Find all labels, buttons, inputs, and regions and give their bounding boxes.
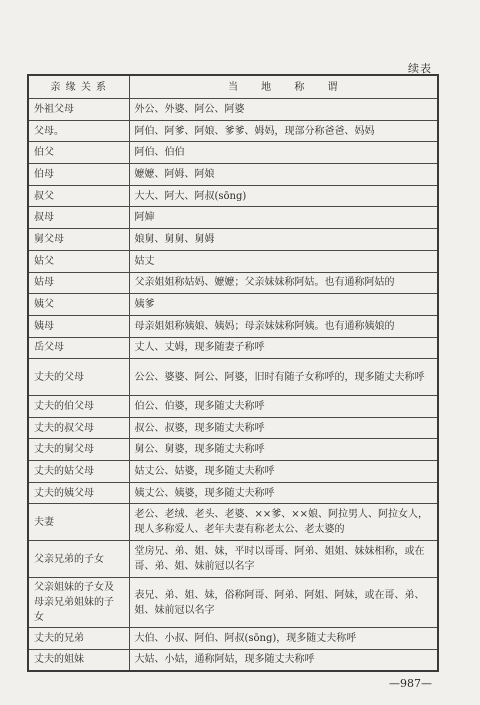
table-row — [28, 207, 438, 229]
relation-cell: 岳父母 — [28, 337, 129, 359]
relation-cell: 丈夫的叔父母 — [28, 417, 129, 439]
table-row — [28, 396, 438, 418]
page-number: —987— — [389, 677, 432, 690]
relation-cell: 父亲兄弟的子女 — [28, 541, 129, 578]
relation-cell: 丈夫的伯父母 — [28, 396, 129, 418]
local-term-cell: 表兄、弟、姐、妹，俗称阿哥、阿弟、阿姐、阿妹，或在哥、弟、姐、妹前冠以名字 — [129, 578, 438, 628]
table-row — [28, 359, 438, 396]
relation-cell: 姑母 — [28, 272, 129, 294]
local-term-cell: 丈人、丈姆，现多随妻子称呼 — [129, 337, 438, 359]
local-term-cell: 堂房兄、弟、姐、妹，平时以哥哥、阿弟、姐姐、妹妹相称，或在哥、弟、姐、妹前冠以名字 — [129, 541, 438, 578]
table-header-row — [28, 75, 438, 99]
table-row — [28, 164, 438, 186]
relation-cell: 丈夫的姐妹 — [28, 649, 129, 671]
relation-cell: 丈夫的舅父母 — [28, 439, 129, 461]
relation-cell: 丈夫的姨父母 — [28, 482, 129, 504]
table-row — [28, 578, 438, 628]
local-term-cell: 阿伯、阿爹、阿娘、爹爹、姆妈，现部分称爸爸、妈妈 — [129, 120, 438, 142]
table-row — [28, 99, 438, 121]
local-term-cell: 大大、阿大、阿叔(sōng) — [129, 185, 438, 207]
relation-cell: 夫妻 — [28, 504, 129, 541]
relation-cell: 父亲姐妹的子女及母亲兄弟姐妹的子女 — [28, 578, 129, 628]
relation-cell: 伯母 — [28, 164, 129, 186]
local-term-cell: 姨丈公、姨婆，现多随丈夫称呼 — [129, 482, 438, 504]
table-row — [28, 250, 438, 272]
local-term-cell: 大姑、小姑，通称阿姑，现多随丈夫称呼 — [129, 649, 438, 671]
table-row — [28, 185, 438, 207]
local-term-cell: 公公、婆婆、阿公、阿婆，旧时有随子女称呼的，现多随丈夫称呼 — [129, 359, 438, 396]
relation-cell: 姨母 — [28, 315, 129, 337]
table-row — [28, 649, 438, 671]
table-row — [28, 541, 438, 578]
local-term-cell: 阿婶 — [129, 207, 438, 229]
local-term-cell: 老公、老绒、老头、老婆、××爹、××娘、阿拉男人、阿拉女人，现人多称爱人、老年夫妻有称老太公、老太婆的 — [129, 504, 438, 541]
local-term-cell: 父亲姐姐称姑妈、嬷嬷；父亲妹妹称阿姑。也有通称阿姑的 — [129, 272, 438, 294]
relation-cell: 姨父 — [28, 294, 129, 316]
local-term-cell: 姑丈 — [129, 250, 438, 272]
local-term-cell: 姨爹 — [129, 294, 438, 316]
table-row — [28, 504, 438, 541]
continued-label: 续表 — [408, 62, 432, 75]
table-row — [28, 315, 438, 337]
local-term-cell: 姑丈公、姑婆，现多随丈夫称呼 — [129, 461, 438, 483]
relation-cell: 叔父 — [28, 185, 129, 207]
header-local-terms: 当 地 称 谓 — [129, 75, 438, 99]
local-term-cell: 叔公、叔婆，现多随丈夫称呼 — [129, 417, 438, 439]
table-row — [28, 337, 438, 359]
relation-cell: 丈夫的兄弟 — [28, 628, 129, 650]
relation-cell: 父母。 — [28, 120, 129, 142]
table-row — [28, 272, 438, 294]
table-row — [28, 439, 438, 461]
local-term-cell: 娘舅、舅舅、舅姆 — [129, 229, 438, 251]
table-row — [28, 120, 438, 142]
relation-cell: 叔母 — [28, 207, 129, 229]
local-term-cell: 外公、外婆、阿公、阿婆 — [129, 99, 438, 121]
relation-cell: 丈夫的姑父母 — [28, 461, 129, 483]
table-row — [28, 482, 438, 504]
relation-cell: 舅父母 — [28, 229, 129, 251]
table-row — [28, 294, 438, 316]
header-relation: 亲 缘 关 系 — [28, 75, 129, 99]
kinship-terms-table — [27, 74, 439, 672]
local-term-cell: 伯公、伯婆，现多随丈夫称呼 — [129, 396, 438, 418]
local-term-cell: 舅公、舅婆，现多随丈夫称呼 — [129, 439, 438, 461]
relation-cell: 丈夫的父母 — [28, 359, 129, 396]
local-term-cell: 阿伯、伯伯 — [129, 142, 438, 164]
table-row — [28, 142, 438, 164]
table-row — [28, 461, 438, 483]
local-term-cell: 母亲姐姐称姨娘、姨妈；母亲妹妹称阿姨。也有通称姨娘的 — [129, 315, 438, 337]
relation-cell: 外祖父母 — [28, 99, 129, 121]
relation-cell: 姑父 — [28, 250, 129, 272]
table-row — [28, 229, 438, 251]
table-row — [28, 628, 438, 650]
local-term-cell: 大伯、小叔、阿伯、阿叔(sōng)，现多随丈夫称呼 — [129, 628, 438, 650]
relation-cell: 伯父 — [28, 142, 129, 164]
table-row — [28, 417, 438, 439]
local-term-cell: 嬷嬷、阿姆、阿娘 — [129, 164, 438, 186]
